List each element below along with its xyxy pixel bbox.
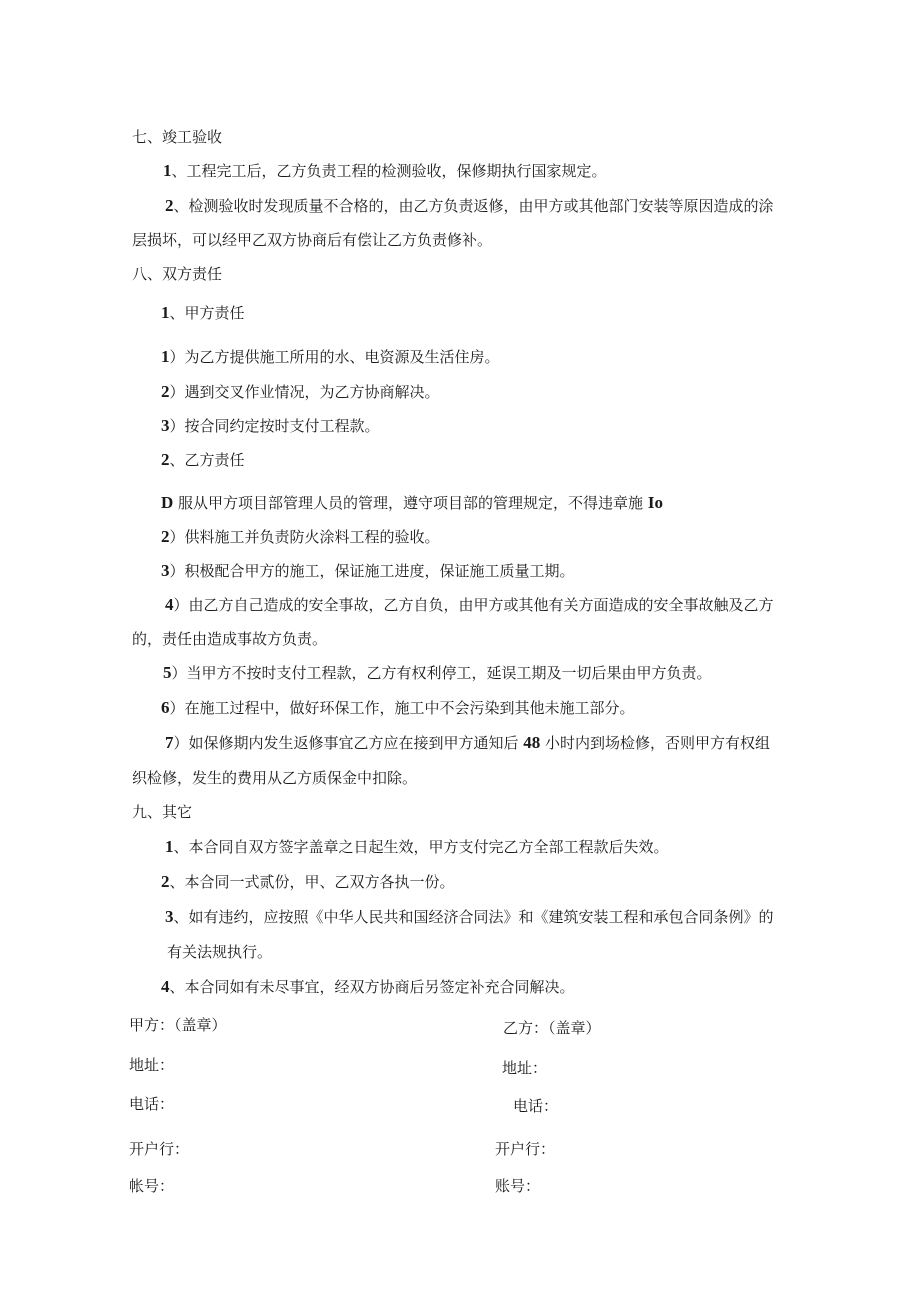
item-text: ）如保修期内发生返修事宜乙方应在接到甲方通知后 xyxy=(173,734,524,752)
party-a-seal-label: 甲方：（盖章） xyxy=(129,1016,227,1034)
party-b-item-6 xyxy=(161,697,635,719)
item-number: 3 xyxy=(161,561,170,580)
sec9-item-2 xyxy=(161,871,455,893)
item-number: 2 xyxy=(161,872,170,891)
item-number: 1 xyxy=(161,303,170,322)
item-lead: D xyxy=(161,493,174,512)
party-b-item-7-continued: 织检修，发生的费用从乙方质保金中扣除。 xyxy=(132,769,418,787)
item-text: 、本合同如有未尽事宜，经双方协商后另签定补充合同解决。 xyxy=(169,978,575,996)
item-number: 5 xyxy=(163,663,172,682)
party-b-item-2 xyxy=(161,526,440,548)
hours-value: 48 xyxy=(523,733,541,752)
party-b-item-7 xyxy=(165,732,770,754)
section-7-title: 七、竣工验收 xyxy=(132,128,223,146)
item-text: ）遇到交叉作业情况，为乙方协商解决。 xyxy=(169,383,440,401)
party-b-bank-label: 开户行： xyxy=(495,1140,556,1158)
item-number: 2 xyxy=(161,527,170,546)
party-a-phone-label: 电话： xyxy=(129,1095,175,1113)
section-9-title: 九、其它 xyxy=(132,803,193,821)
party-b-item-1 xyxy=(161,492,663,514)
item-text: 、检测验收时发现质量不合格的，由乙方负责返修，由甲方或其他部门安装等原因造成的涂 xyxy=(173,197,774,215)
party-b-item-3 xyxy=(161,560,575,582)
item-text: 、本合同一式贰份，甲、乙双方各执一份。 xyxy=(169,873,455,891)
party-a-address-label: 地址： xyxy=(129,1056,175,1074)
party-b-account-label: 账号： xyxy=(495,1177,541,1195)
sec7-item-2 xyxy=(165,195,774,217)
item-number: 1 xyxy=(161,347,170,366)
item-number: 1 xyxy=(163,161,172,180)
item-number: 1 xyxy=(165,837,174,856)
item-number: 4 xyxy=(161,977,170,996)
party-b-phone-label: 电话： xyxy=(513,1097,559,1115)
item-text: ）为乙方提供施工所用的水、电资源及生活住房。 xyxy=(169,348,500,366)
item-text: ）供料施工并负责防火涂料工程的验收。 xyxy=(169,528,440,546)
item-text: 、本合同自双方签字盖章之日起生效，甲方支付完乙方全部工程款后失效。 xyxy=(173,838,669,856)
item-number: 2 xyxy=(161,382,170,401)
party-b-responsibility-heading xyxy=(161,449,245,471)
party-a-item-2 xyxy=(161,381,440,403)
section-8-title: 八、双方责任 xyxy=(132,265,223,283)
party-b-item-5 xyxy=(163,662,712,684)
item-tail: Io xyxy=(647,493,663,512)
party-b-seal-label: 乙方：（盖章） xyxy=(503,1019,601,1037)
heading-text: 、甲方责任 xyxy=(169,304,245,322)
item-text: ）积极配合甲方的施工，保证施工进度，保证施工质量工期。 xyxy=(169,562,575,580)
sec9-item-3-continued: 有关法规执行。 xyxy=(167,943,273,961)
item-text: ）在施工过程中，做好环保工作，施工中不会污染到其他未施工部分。 xyxy=(169,699,635,717)
sec7-item-2-continued: 层损坏，可以经甲乙双方协商后有偿让乙方负责修补。 xyxy=(132,231,493,249)
party-a-responsibility-heading xyxy=(161,302,245,324)
item-number: 7 xyxy=(165,733,174,752)
item-text: 、工程完工后，乙方负责工程的检测验收，保修期执行国家规定。 xyxy=(171,162,607,180)
party-b-item-4-continued: 的，责任由造成事故方负责。 xyxy=(132,630,328,648)
item-number: 4 xyxy=(165,595,174,614)
party-a-item-3 xyxy=(161,415,380,437)
sec9-item-4 xyxy=(161,976,575,998)
item-text: 服从甲方项目部管理人员的管理，遵守项目部的管理规定，不得违章施 xyxy=(173,494,648,512)
sec9-item-1 xyxy=(165,836,669,858)
item-text: ）当甲方不按时支付工程款，乙方有权利停工，延误工期及一切后果由甲方负责。 xyxy=(171,664,712,682)
party-a-bank-label: 开户行： xyxy=(129,1140,190,1158)
item-number: 2 xyxy=(161,450,170,469)
party-b-item-4 xyxy=(165,594,774,616)
item-text: ）由乙方自己造成的安全事故，乙方自负，由甲方或其他有关方面造成的安全事故触及乙方 xyxy=(173,596,774,614)
item-number: 3 xyxy=(165,907,174,926)
item-number: 2 xyxy=(165,196,174,215)
sec9-item-3 xyxy=(165,906,774,928)
item-number: 6 xyxy=(161,698,170,717)
heading-text: 、乙方责任 xyxy=(169,451,245,469)
item-text: ）按合同约定按时支付工程款。 xyxy=(169,417,380,435)
item-text-end: 小时内到场检修，否则甲方有权组 xyxy=(540,734,771,752)
party-b-address-label: 地址： xyxy=(502,1059,548,1077)
item-number: 3 xyxy=(161,416,170,435)
party-a-item-1 xyxy=(161,346,500,368)
sec7-item-1 xyxy=(163,160,607,182)
item-text: 、如有违约，应按照《中华人民共和国经济合同法》和《建筑安装工程和承包合同条例》的 xyxy=(173,908,774,926)
party-a-account-label: 帐号： xyxy=(129,1177,175,1195)
